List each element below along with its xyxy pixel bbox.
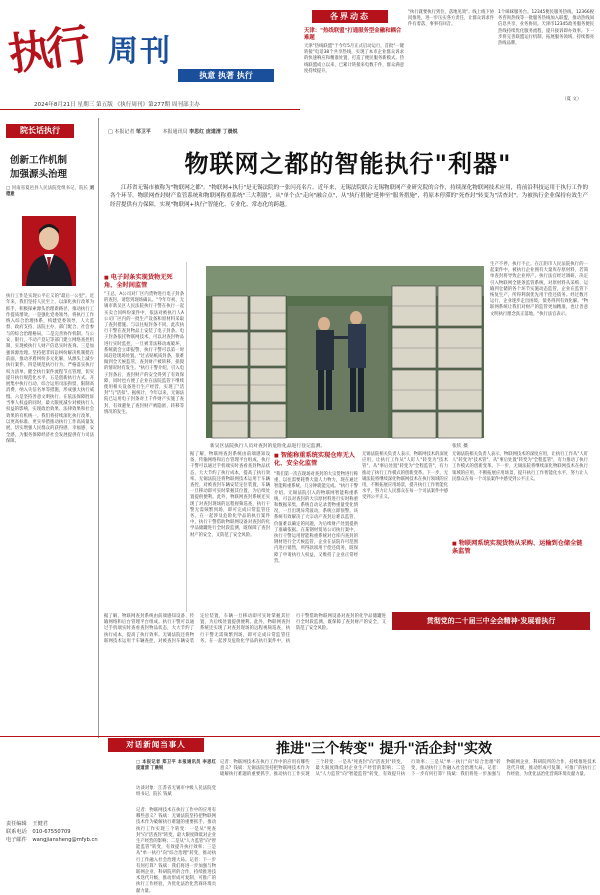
col5-text-top: 生产不停，执行不止。在江阴市人民法院执行的一起案件中，被执行企业拥有大量库存原材料，若简单查封将导致企业停产。执行法官经过调研，决定引入物联网全链条监管系统，对原材料从采购、运输到仓储的各个环节实施动态监管，企业在监管下恢复生产，所得利润优先用于偿还债务。经过数月运行，企业逐步走出困境，债务得到有效化解。"物联网系统让我们对财产的监管更加精准，也让善意文明执行理念真正落地。"执行法官表示。 — [490, 262, 588, 317]
bottom-text-1: 记者：物联网技术在执行工作中的应用有哪些意义？钱斌：无锡法院坚持把物联网技术作为破解执行难题的重要抓手，推动执行工作实现三个转变：一是从"死查封"向"活查封"转变，最大限度降低对企业生产经营的影响；二是从"人力监管"向"智能监管"转变，有效提升执行效率；三是从"单一执行"向"综合治理"转变，推动执行工作融入社会治理大局。记者：下一步有何打算？钱斌：我们将进一步加强与物联网企业、科研院所的合作，持续推进技术迭代升级，推动形成可复制、可推广的执行工作经验，为优化法治化营商环境贡献力量。 — [136, 808, 216, 894]
col6-text: 无锡法院相关负责人表示，物联网技术的深度应用，让执行工作从"人盯人"转变为"技术管"，从"事后处置"转变为"全程监管"，有力推动了执行工作模式的创新变革。下一步，无锡法院将继续深化物联网技术在执行领域的应用，不断拓展应用场景，提升执行工作智能化水平，努力让人民群众在每一个司法案件中感受到公平正义。 — [452, 452, 588, 482]
masthead-rule — [0, 109, 300, 110]
footer-editor-row — [6, 820, 126, 828]
left-headline-1: 创新工作机制 — [10, 155, 68, 166]
masthead — [0, 0, 300, 110]
left-body-text: 执行工作是实现公平正义的"最后一公里"。近年来，我们坚持人民至上，以深化执行改革为抓手，积极探索源头治理新路径，推动执行工作提质增效。一是强化党委领导。将执行工作纳入综合治理体系，构建党委领导、人大监督、政府支持、法院主办、部门配合、社会参与的综合治理格局。二是完善协作机制。与公安、银行、不动产登记等部门建立网络查控机制，实现被执行人财产信息实时查询。三是加强诉源治理。坚持把非诉讼纠纷解决机制挺在前面，推动矛盾纠纷多元化解，从源头上减少执行案件。四是规范执行行为。严格落实执行权力清单，健全执行案件流程节点管理，切实提升执行规范化水平。五是创新执行方式。开展集中执行行动，综合运用司法拘留、限制高消费、纳入失信名单等措施，形成强大执行威慑。六是坚持善意文明执行。在依法保障胜诉当事人权益的同时，最大限度减少对被执行人权益的影响，实现政治效果、法律效果和社会效果的有机统一。我们将持续深化执行改革，以更高标准、更实举措推动执行工作高质量发展，切实增强人民群众的获得感、幸福感、安全感，为服务保障经济社会发展提供有力司法保障。 — [6, 294, 94, 444]
left-section-title: 院长话执行 — [6, 124, 74, 138]
masthead-date-line: 2024年8月21日 星期三 第五版 《执行周刊》第277期 周刊部主办 — [34, 102, 200, 108]
photo-tanks-scene — [206, 266, 484, 438]
portrait-figure — [22, 216, 76, 286]
left-byline-prefix: □ 河南省夏邑县人民法院党组书记、院长 — [6, 186, 89, 191]
footer-email-label: 电子邮件 — [6, 837, 27, 843]
sub1-heading: ■ 电子封条实现货物无死角、全时间监管 — [104, 274, 184, 290]
left-headline-2: 加强源头治理 — [10, 169, 68, 180]
footer-email-row — [6, 836, 126, 844]
left-byline-author: 刘德意 — [6, 186, 94, 198]
col3-text: "我们第一次在现场对查封的大宗货物进行称重，以往需要耗费大量人力物力，现在通过智能称重系统，几分钟就能完成。"执行干警介绍。无锡法院引入的物联网智能称重系统，可以对查封的大宗原材料进行实时称重和数据采集，系统自动记录货物重量变化情况，一旦出现异常波动，系统立即预警。该系统有效解决了大宗动产查封后难以监管、价值难以确定的问题，为后续财产处置提供了准确依据。在某钢材贸易公司执行案中，执行干警运用智能称重系统对仓库内查封的钢材进行全天候监管，企业在法院许可范围内进行销售，所得款项用于偿还债务，既保障了申请执行人权益，又维持了企业正常经营。 — [274, 472, 358, 564]
news-box-item1-title: 天津："热线联盟"打通服务型金融和耦合难题 — [304, 28, 402, 41]
meta-reporter-label: □ 本报记者 — [108, 129, 135, 135]
masthead-slogan — [178, 69, 274, 82]
sub3-heading: ■ 物联网系统实现货物从采购、运输到仓储全链条监管 — [452, 540, 588, 556]
photo-caption: 新吴区法院执行人员对查封的危险化品进行登记监测。 — [210, 444, 326, 449]
footer-phone-row — [6, 828, 126, 836]
col4-text: 无锡法院相关负责人表示，物联网技术的深度应用，让执行工作从"人盯人"转变为"技术管"，从"事后处置"转变为"全程监管"，有力推动了执行工作模式的创新变革。下一步，无锡法院将继续深化物联网技术在执行领域的应用，不断拓展应用场景，提升执行工作智能化水平，努力让人民群众在每一个司法案件中感受到公平正义。 — [362, 452, 448, 501]
footer — [6, 820, 126, 844]
meta-reporter: 邹卫平 — [135, 129, 151, 135]
bottom-title: 推进"三个转变" 提升"活企封"实效 — [276, 741, 493, 757]
main-lead: 江苏省无锡市被称为"物联网之都"。"物联网+执行"是无锡法院的一张闪亮名片。近年来，无锡法院联合无锡物联网产业研究院的合作，持续深化物联网技术应用，将前沿科技运用于执行工作的各个环节。物联网查封财产监管系统和物联网称重系统"三大利器"，从"单个点"走向"融合点"，从"执行措施"延伸至"服务措施"，将原本停滞的"死查封"转变为"活查封"，为被执行企业保持有效生产经营提供有力保障，实现"物联网+执行"智能化、专业化、常态化的跨越。 — [110, 185, 588, 208]
footer-email: wangjiansheng@mfyb.cn — [32, 837, 98, 843]
news-box-source: （夏 文） — [562, 97, 582, 102]
meta-intern: 李思红 庞道清 丁晨锐 — [189, 129, 238, 135]
footer-editor-label: 责任编辑 — [6, 821, 27, 827]
masthead-brand-chars: 执行 — [5, 19, 88, 81]
news-box — [300, 8, 596, 116]
col-rule-1 — [186, 262, 187, 612]
feature-banner — [392, 612, 590, 630]
footer-editor: 王健君 — [32, 821, 48, 827]
bottom-text-2: 记者：物联网技术在执行工作中的应用有哪些意义？钱斌：无锡法院坚持把物联网技术作为破解执行难题的重要抓手，推动执行工作实现三个转变：一是从"死查封"向"活查封"转变，最大限度降低对企业生产经营的影响；二是从"人力监管"向"智能监管"转变，有效提升执行效率；三是从"单一执行"向"综合治理"转变，推动执行工作融入社会治理大局。记者：下一步有何打算？钱斌：我们将进一步加强与物联网企业、科研院所的合作，持续推进技术迭代升级，推动形成可复制、可推广的执行工作经验，为优化法治化营商环境贡献力量。 — [220, 760, 596, 778]
bottom-guest: 访谈对象：江苏省无锡市中级人民法院党组书记、院长 钱斌 — [136, 786, 216, 798]
col2-text: 据了解，物联网查封系统由前端感知设备、传输网络和后台管理平台组成。执行干警可以通过手机端实时查看查封物品状态，大大节约了执行成本，提高了执行效率。无锡法院还将物联网技术运用于车辆查控，对被查封车辆安装定位装置，车辆一旦移动即可实时掌握其位置，为后续处置提供便利。此外，物联网查封系统还实现了对查封现场的远程视频巡查，执行干警无需频繁到场，即可完成日常监管任务。在一起涉及危险化学品的执行案件中，执行干警借助物联网设备对查封的化学品储罐进行全时段监测，既保障了查封财产的安全，又防范了安全风险。 — [190, 452, 270, 538]
footer-phone: 010-67550709 — [32, 829, 71, 835]
photo-credit: 张钦 摄 — [452, 444, 468, 449]
main-meta — [108, 128, 588, 135]
masthead-weekly: 周刊 — [108, 34, 172, 69]
news-box-right-text: 1个咪咪服务台。12345便民服务热线，12366税务咨询热线等一批服务热线加入联盟，推动热线间信息共享、业务协同。天津市12345政务服务便民热线持续优化服务流程，提升接诉即办效率。下一步将完善联盟运行机制，拓展服务领域，持续擦亮热线品牌。 — [498, 10, 594, 47]
author-portrait — [22, 216, 76, 286]
main-title: 物联网之都的智能执行"利器" — [184, 150, 512, 178]
news-box-item1-text: 天津"热线联盟"于今年5月正式启动运行，首批"一键转接"电话38个共享热线，实现了本市企业群众诉求的快速响应和精准处置，打造了便民服务新模式。热线联盟成立以来，已累计转接来电数千件，群众满意度持续提升。 — [304, 44, 404, 74]
col1-text: "王总，A公司对厂区内货物进行电子封条的查封，请您到现场确认。"今年年初，无锡市新吴区人民法院执行干警在执行一起买卖合同纠纷案件中，依法对被执行人A公司厂区内的一批生产设备和原材料采取了查封措施。与以往贴封条不同，此次执行干警在查封物品上安装了电子封条。电子封条依托物联网技术，可以对查封物品进行实时监控，一旦被非法移动或破坏，系统就会立即报警，执行干警可以第一时间赶赴现场处置。"过去贴纸质封条，很难做到全天候监管，查封财产被转移、损毁的情况时有发生。"执行干警介绍，引入电子封条后，查封财产的安全得到了有效保障，同时也方便了企业在法院监管下继续使用相关设备进行生产经营，实现了"活封"与"活扣"。据统计，今年以来，无锡法院已运用电子封条对上千件财产实施了查封，有效避免了查封财产被隐匿、转移等情况的发生。 — [104, 292, 184, 415]
bottom-rule — [0, 736, 600, 737]
masthead-slogan-text: 执意 执著 执行 — [199, 71, 253, 80]
news-box-title: 各界动态 — [312, 10, 388, 23]
news-box-item2-text: "执行就要执行到位，落地见效"。线上线下协同推进，进一步压实各方责任，让群众诉求件件有着落、事事有回音。 — [408, 10, 494, 28]
col-under-banner: 据了解，物联网查封系统由前端感知设备、传输网络和后台管理平台组成。执行干警可以通过手机端实时查看查封物品状态，大大节约了执行成本，提高了执行效率。无锡法院还将物联网技术运用于车辆查控，对被查封车辆安装定位装置，车辆一旦移动即可实时掌握其位置，为后续处置提供便利。此外，物联网查封系统还实现了对查封现场的远程视频巡查，执行干警无需频繁到场，即可完成日常监管任务。在一起涉及危险化学品的执行案件中，执行干警借助物联网设备对查封的化学品储罐进行全时段监测，既保障了查封财产的安全，又防范了安全风险。 — [104, 614, 386, 644]
bottom-section-title: 对话新闻当事人 — [108, 738, 204, 752]
feature-banner-text: 贯彻党的二十届三中全会精神·发展看执行 — [426, 617, 556, 625]
sub2-heading: ■ 智能称重系统实现仓库无人化、安全化监管 — [274, 452, 358, 468]
left-column-rule — [98, 118, 99, 738]
main-photo — [206, 266, 484, 438]
footer-phone-label: 联系电话 — [6, 829, 27, 835]
left-column — [6, 124, 98, 734]
bottom-meta: □ 本报记者 郑卫平 本报通讯员 李思红 庞道清 丁晨锐 — [136, 760, 216, 772]
meta-intern-label: 本报通讯员 — [162, 129, 188, 135]
left-byline — [6, 186, 94, 204]
